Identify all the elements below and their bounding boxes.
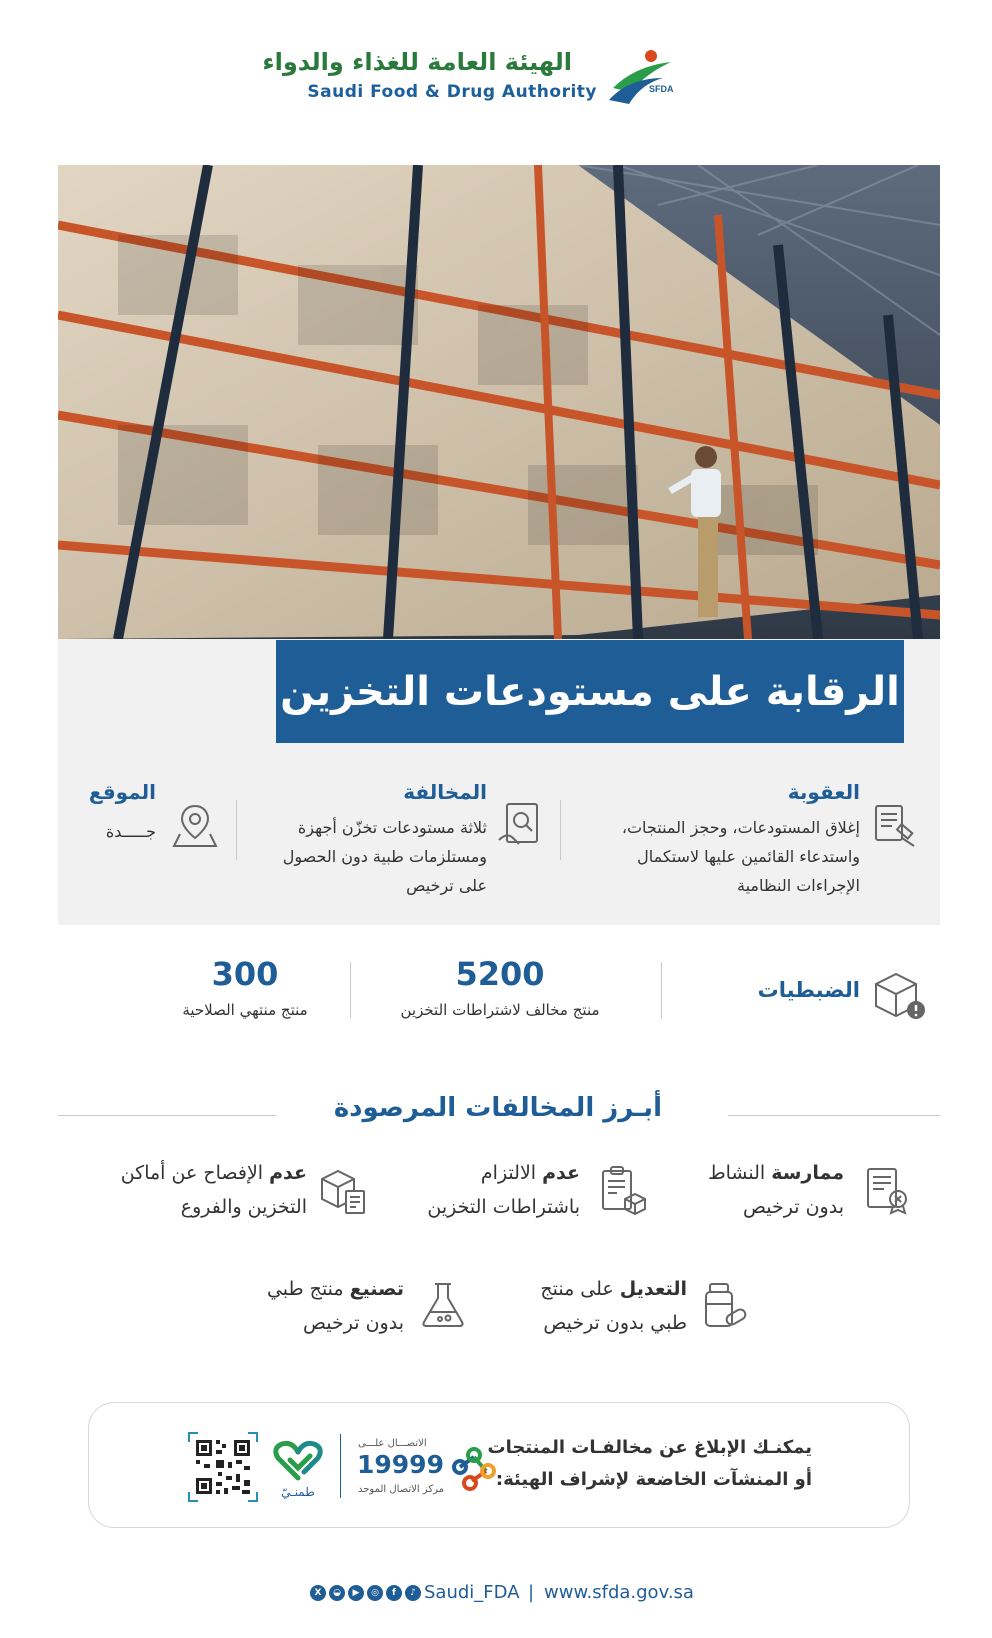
divider xyxy=(236,800,237,860)
penalty-line-1: إغلاق المستودعات، وحجز المنتجات، xyxy=(621,818,860,837)
seizures-label: الضبطيات xyxy=(757,978,860,1002)
violation-heading: المخالفة xyxy=(403,780,487,804)
location-heading: الموقع xyxy=(88,780,156,804)
violation-item-1 xyxy=(708,1156,844,1224)
page-title: الرقابة على مستودعات التخزين xyxy=(280,668,900,715)
violation-item-1-bold: ممارسة xyxy=(771,1162,844,1184)
contact-top: الاتصـــال علـــى xyxy=(358,1438,427,1449)
box-document-icon xyxy=(318,1165,368,1215)
logo-mark-text: SFDA xyxy=(649,84,674,94)
stat-value-1: 5200 xyxy=(455,955,545,993)
footer-handle[interactable]: Saudi_FDA xyxy=(424,1582,520,1603)
violation-item-1-rest: النشاط xyxy=(708,1162,772,1184)
instagram-icon[interactable]: ◎ xyxy=(367,1585,383,1601)
x-icon[interactable]: X xyxy=(310,1585,326,1601)
violation-item-4-line2: طبي بدون ترخيص xyxy=(543,1312,687,1334)
violation-item-1-line2: بدون ترخيص xyxy=(743,1196,844,1218)
violation-item-2-line2: باشتراطات التخزين xyxy=(427,1196,580,1218)
map-pin-icon xyxy=(170,800,220,850)
contact-number[interactable]: 19999 xyxy=(357,1450,444,1479)
section-rule-left xyxy=(58,1115,276,1116)
violation-item-3 xyxy=(121,1156,307,1224)
violation-item-2 xyxy=(427,1156,580,1224)
tamni-heart-icon xyxy=(270,1438,326,1484)
violation-item-3-rest: الإفصاح عن أماكن xyxy=(120,1162,270,1184)
divider xyxy=(560,800,561,860)
divider xyxy=(340,1434,341,1498)
tamni-app-name: طمنـيّ xyxy=(281,1485,315,1499)
report-text xyxy=(487,1432,812,1496)
certificate-x-icon xyxy=(862,1165,912,1215)
gavel-document-icon xyxy=(870,800,920,850)
stat-value-2: 300 xyxy=(211,955,279,993)
violations-title: أبـرز المخالفات المرصودة xyxy=(333,1093,662,1123)
section-rule-right xyxy=(728,1115,940,1116)
violation-item-3-line2: التخزين والفروع xyxy=(180,1196,307,1218)
location-value: جـــــدة xyxy=(105,822,156,841)
violation-item-5 xyxy=(267,1272,404,1340)
youtube-icon[interactable]: ▶ xyxy=(348,1585,364,1601)
sfda-logo-icon xyxy=(605,48,677,106)
logo-arabic: الهيئة العامة للغذاء والدواء xyxy=(262,48,572,76)
violation-item-5-line2: بدون ترخيص xyxy=(303,1312,404,1334)
tiktok-icon[interactable]: ♪ xyxy=(405,1585,421,1601)
violation-item-4-bold: التعديل xyxy=(619,1278,687,1300)
divider xyxy=(350,962,351,1018)
warehouse-photo xyxy=(58,165,940,639)
violation-item-2-rest: الالتزام xyxy=(480,1162,543,1184)
search-document-icon xyxy=(495,800,545,850)
facebook-icon[interactable]: f xyxy=(386,1585,402,1601)
violation-item-5-rest: منتج طبي xyxy=(266,1278,350,1300)
pill-bottle-icon xyxy=(700,1280,750,1330)
network-logo-icon xyxy=(448,1443,500,1495)
violation-item-5-bold: تصنيع xyxy=(349,1278,404,1300)
violation-body xyxy=(227,813,487,900)
penalty-body xyxy=(570,813,860,900)
divider xyxy=(661,962,662,1018)
box-alert-icon xyxy=(872,968,926,1022)
snapchat-icon[interactable]: ◒ xyxy=(329,1585,345,1601)
penalty-heading: العقوبة xyxy=(787,780,860,804)
violation-item-2-bold: عدم xyxy=(542,1162,580,1184)
violation-item-4-rest: على منتج xyxy=(540,1278,620,1300)
social-icons xyxy=(310,1585,421,1601)
violation-line-3: على ترخيص xyxy=(406,876,487,895)
violation-item-4 xyxy=(540,1272,687,1340)
penalty-line-2: واستدعاء القائمين عليها لاستكمال xyxy=(637,847,860,866)
report-line-2: أو المنشآت الخاضعة لإشراف الهيئة: xyxy=(495,1469,812,1490)
flask-icon xyxy=(418,1280,468,1330)
stat-label-2: منتج منتهي الصلاحية xyxy=(182,1001,308,1019)
report-line-1: يمكنـك الإبلاغ عن مخالفـات المنتجات xyxy=(487,1437,812,1458)
penalty-line-3: الإجراءات النظامية xyxy=(737,876,860,895)
violation-line-1: ثلاثة مستودعات تخزّن أجهزة xyxy=(297,818,487,837)
stat-label-1: منتج مخالف لاشتراطات التخزين xyxy=(400,1001,600,1019)
qr-code-icon[interactable] xyxy=(188,1432,258,1502)
clipboard-box-icon xyxy=(597,1165,647,1215)
footer-separator: | xyxy=(528,1582,535,1603)
violation-line-2: ومستلزمات طبية دون الحصول xyxy=(282,847,487,866)
contact-bottom: مركز الاتصال الموحد xyxy=(358,1484,444,1495)
footer-website[interactable]: www.sfda.gov.sa xyxy=(544,1582,694,1603)
logo-english: Saudi Food & Drug Authority xyxy=(307,82,597,102)
violation-item-3-bold: عدم xyxy=(269,1162,307,1184)
